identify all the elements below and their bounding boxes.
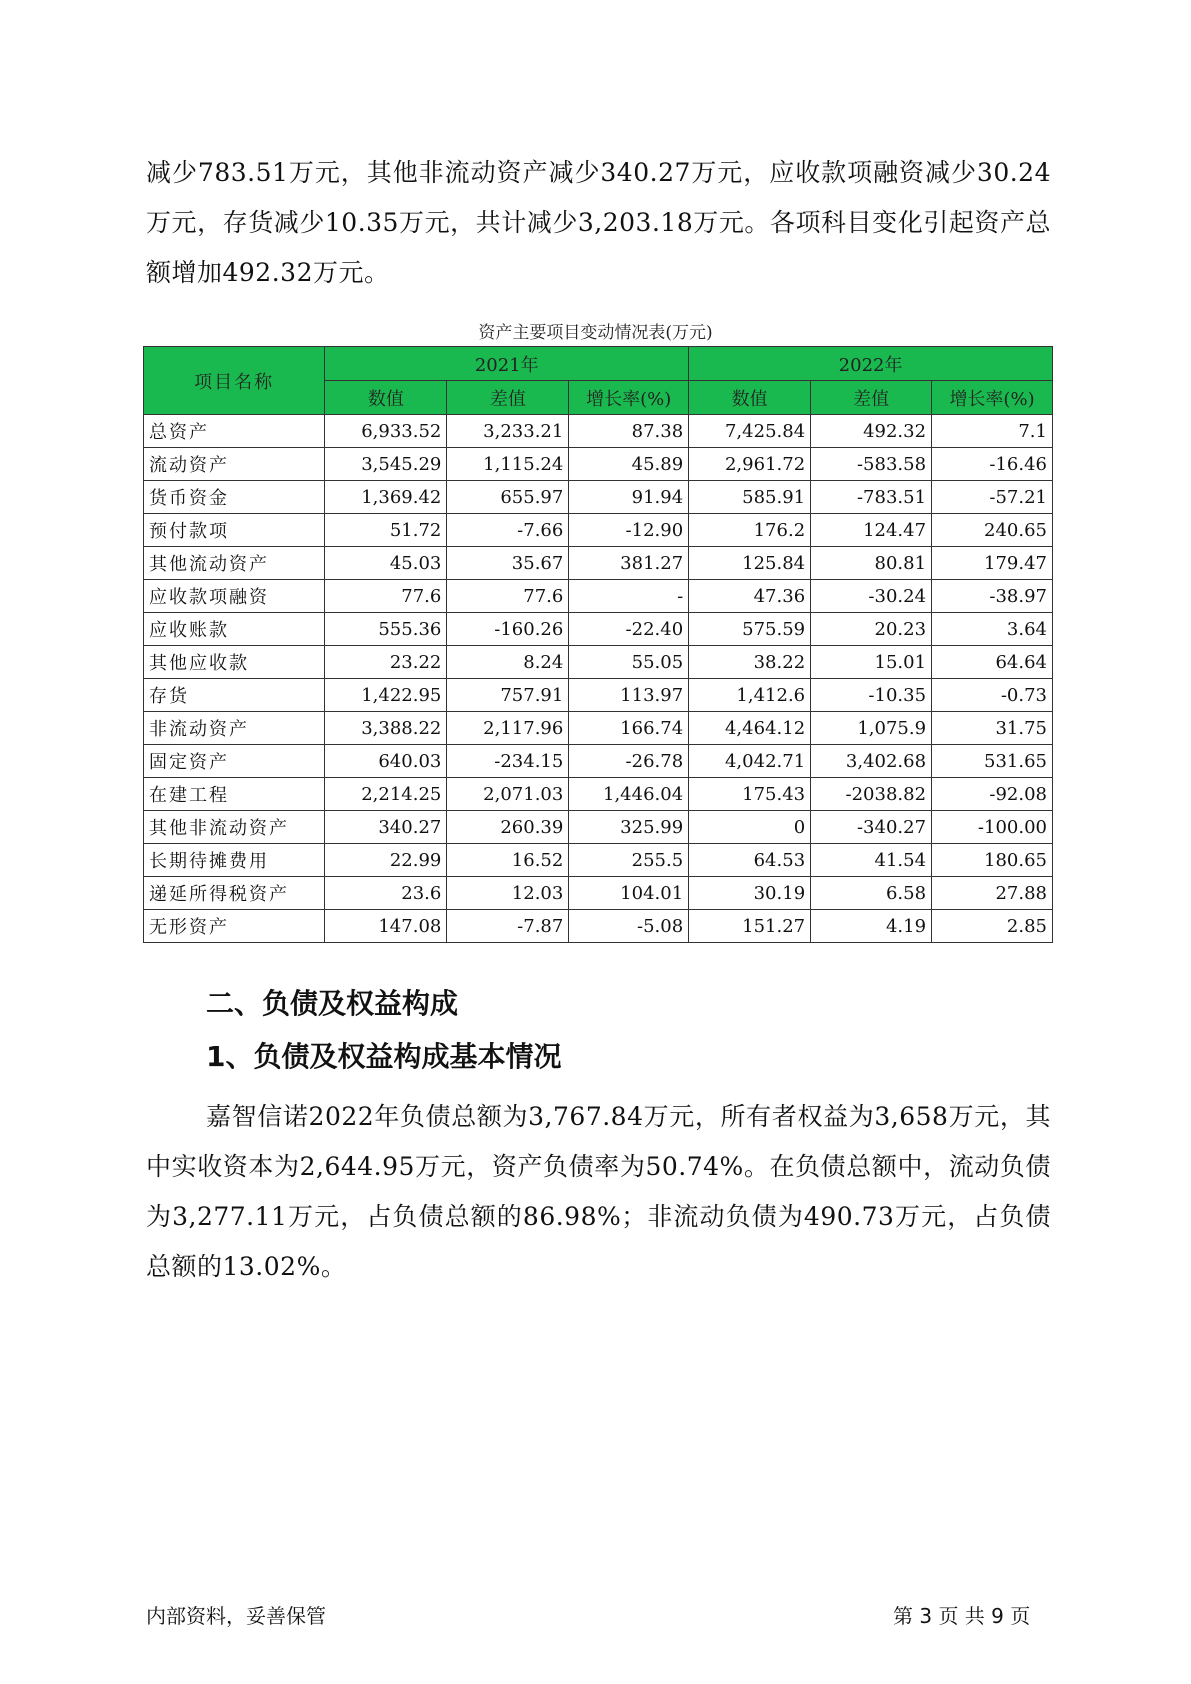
row-value-cell: 179.47 <box>932 547 1053 580</box>
row-value-cell: 35.67 <box>447 547 569 580</box>
row-value-cell: -2038.82 <box>811 778 932 811</box>
row-value-cell: 151.27 <box>689 910 811 943</box>
row-value-cell: 2,071.03 <box>447 778 569 811</box>
row-value-cell: 87.38 <box>569 415 689 448</box>
row-value-cell: 2,961.72 <box>689 448 811 481</box>
row-value-cell: 757.91 <box>447 679 569 712</box>
row-value-cell: 4.19 <box>811 910 932 943</box>
row-value-cell: 38.22 <box>689 646 811 679</box>
row-value-cell: 3,545.29 <box>325 448 447 481</box>
row-value-cell: 240.65 <box>932 514 1053 547</box>
row-value-cell: 3.64 <box>932 613 1053 646</box>
row-item-name: 应收款项融资 <box>144 580 325 613</box>
subsection-heading-liabilities-basics: 1、负债及权益构成基本情况 <box>206 1040 562 1073</box>
row-value-cell: -10.35 <box>811 679 932 712</box>
table-row <box>144 712 1053 745</box>
row-value-cell: 4,042.71 <box>689 745 811 778</box>
row-item-name: 其他流动资产 <box>144 547 325 580</box>
row-value-cell: 6,933.52 <box>325 415 447 448</box>
item-name-header: 项目名称 <box>144 347 325 415</box>
row-value-cell: 51.72 <box>325 514 447 547</box>
table-row <box>144 646 1053 679</box>
row-item-name: 货币资金 <box>144 481 325 514</box>
row-value-cell: -38.97 <box>932 580 1053 613</box>
row-value-cell: 2.85 <box>932 910 1053 943</box>
row-value-cell: 531.65 <box>932 745 1053 778</box>
table-row <box>144 481 1053 514</box>
row-item-name: 递延所得税资产 <box>144 877 325 910</box>
row-item-name: 存货 <box>144 679 325 712</box>
row-value-cell: -7.87 <box>447 910 569 943</box>
row-item-name: 应收账款 <box>144 613 325 646</box>
row-value-cell: 16.52 <box>447 844 569 877</box>
table-caption: 资产主要项目变动情况表(万元) <box>478 323 713 343</box>
row-value-cell: 7,425.84 <box>689 415 811 448</box>
row-value-cell: -340.27 <box>811 811 932 844</box>
sub-header-diff-2021: 差值 <box>447 381 569 415</box>
row-value-cell: 20.23 <box>811 613 932 646</box>
row-value-cell: 2,214.25 <box>325 778 447 811</box>
row-item-name: 总资产 <box>144 415 325 448</box>
row-item-name: 在建工程 <box>144 778 325 811</box>
row-value-cell: 166.74 <box>569 712 689 745</box>
row-value-cell: 23.22 <box>325 646 447 679</box>
intro-paragraph: 减少783.51万元，其他非流动资产减少340.27万元，应收款项融资减少30.24万元，存货减少10.35万元，共计减少3,203.18万元。各项科目变化引起资产总额增加492.32万元。 <box>146 158 1051 287</box>
row-value-cell: 45.03 <box>325 547 447 580</box>
row-value-cell: - <box>569 580 689 613</box>
row-value-cell: -30.24 <box>811 580 932 613</box>
table-row <box>144 415 1053 448</box>
row-value-cell: 31.75 <box>932 712 1053 745</box>
table-body <box>144 415 1053 943</box>
row-value-cell: 15.01 <box>811 646 932 679</box>
footer-page-number: 第 3 页 共 9 页 <box>893 1604 1031 1628</box>
row-value-cell: 3,402.68 <box>811 745 932 778</box>
row-value-cell: 575.59 <box>689 613 811 646</box>
row-value-cell: 585.91 <box>689 481 811 514</box>
row-value-cell: 180.65 <box>932 844 1053 877</box>
sub-header-growth-2021: 增长率(%) <box>569 381 689 415</box>
row-value-cell: 555.36 <box>325 613 447 646</box>
row-value-cell: 113.97 <box>569 679 689 712</box>
row-value-cell: 325.99 <box>569 811 689 844</box>
table-row <box>144 811 1053 844</box>
year-header-2022: 2022年 <box>689 347 1053 381</box>
row-item-name: 预付款项 <box>144 514 325 547</box>
row-value-cell: -160.26 <box>447 613 569 646</box>
row-value-cell: 4,464.12 <box>689 712 811 745</box>
row-value-cell: 22.99 <box>325 844 447 877</box>
table-row <box>144 877 1053 910</box>
sub-header-value-2022: 数值 <box>689 381 811 415</box>
row-value-cell: 77.6 <box>447 580 569 613</box>
row-value-cell: -583.58 <box>811 448 932 481</box>
row-value-cell: 381.27 <box>569 547 689 580</box>
row-value-cell: -100.00 <box>932 811 1053 844</box>
row-item-name: 流动资产 <box>144 448 325 481</box>
row-value-cell: -22.40 <box>569 613 689 646</box>
row-value-cell: 47.36 <box>689 580 811 613</box>
assets-change-table <box>143 346 1053 943</box>
row-value-cell: 1,446.04 <box>569 778 689 811</box>
table-header-row-years <box>144 347 1053 381</box>
row-value-cell: 147.08 <box>325 910 447 943</box>
row-value-cell: 3,388.22 <box>325 712 447 745</box>
row-value-cell: -7.66 <box>447 514 569 547</box>
row-value-cell: 104.01 <box>569 877 689 910</box>
row-value-cell: 64.64 <box>932 646 1053 679</box>
row-value-cell: 64.53 <box>689 844 811 877</box>
row-value-cell: 640.03 <box>325 745 447 778</box>
row-value-cell: -16.46 <box>932 448 1053 481</box>
table-row <box>144 514 1053 547</box>
row-value-cell: -26.78 <box>569 745 689 778</box>
row-value-cell: 6.58 <box>811 877 932 910</box>
row-value-cell: -0.73 <box>932 679 1053 712</box>
row-item-name: 长期待摊费用 <box>144 844 325 877</box>
row-value-cell: 45.89 <box>569 448 689 481</box>
row-value-cell: 175.43 <box>689 778 811 811</box>
row-value-cell: 1,369.42 <box>325 481 447 514</box>
table-row <box>144 679 1053 712</box>
table-row <box>144 547 1053 580</box>
row-value-cell: 3,233.21 <box>447 415 569 448</box>
row-item-name: 其他应收款 <box>144 646 325 679</box>
sub-header-value-2021: 数值 <box>325 381 447 415</box>
row-value-cell: 260.39 <box>447 811 569 844</box>
table-row <box>144 745 1053 778</box>
table-row <box>144 580 1053 613</box>
row-value-cell: 30.19 <box>689 877 811 910</box>
row-value-cell: 655.97 <box>447 481 569 514</box>
row-value-cell: -92.08 <box>932 778 1053 811</box>
row-value-cell: 340.27 <box>325 811 447 844</box>
row-value-cell: -5.08 <box>569 910 689 943</box>
row-value-cell: 2,117.96 <box>447 712 569 745</box>
row-value-cell: 255.5 <box>569 844 689 877</box>
row-value-cell: 1,422.95 <box>325 679 447 712</box>
section-heading-liabilities: 二、负债及权益构成 <box>206 987 459 1020</box>
sub-header-growth-2022: 增长率(%) <box>932 381 1053 415</box>
row-value-cell: 80.81 <box>811 547 932 580</box>
row-value-cell: -12.90 <box>569 514 689 547</box>
row-value-cell: 492.32 <box>811 415 932 448</box>
table-row <box>144 778 1053 811</box>
row-item-name: 非流动资产 <box>144 712 325 745</box>
sub-header-diff-2022: 差值 <box>811 381 932 415</box>
row-item-name: 其他非流动资产 <box>144 811 325 844</box>
row-value-cell: 7.1 <box>932 415 1053 448</box>
footer-confidential-note: 内部资料，妥善保管 <box>146 1604 326 1628</box>
row-value-cell: 0 <box>689 811 811 844</box>
row-value-cell: 91.94 <box>569 481 689 514</box>
row-value-cell: 23.6 <box>325 877 447 910</box>
row-value-cell: 77.6 <box>325 580 447 613</box>
row-value-cell: 1,115.24 <box>447 448 569 481</box>
table-row <box>144 448 1053 481</box>
row-item-name: 固定资产 <box>144 745 325 778</box>
row-value-cell: 55.05 <box>569 646 689 679</box>
row-value-cell: 125.84 <box>689 547 811 580</box>
row-value-cell: 12.03 <box>447 877 569 910</box>
row-value-cell: 41.54 <box>811 844 932 877</box>
row-value-cell: -234.15 <box>447 745 569 778</box>
table-row <box>144 910 1053 943</box>
row-value-cell: -57.21 <box>932 481 1053 514</box>
row-value-cell: 1,412.6 <box>689 679 811 712</box>
row-value-cell: 27.88 <box>932 877 1053 910</box>
year-header-2021: 2021年 <box>325 347 689 381</box>
liabilities-paragraph: 嘉智信诺2022年负债总额为3,767.84万元，所有者权益为3,658万元，其中实收资本为2,644.95万元，资产负债率为50.74%。在负债总额中，流动负债为3,277.11万元，占负债总额的86.98%；非流动负债为490.73万元，占负债总额的13.02%。 <box>146 1102 1051 1281</box>
table-row <box>144 613 1053 646</box>
row-value-cell: 8.24 <box>447 646 569 679</box>
row-value-cell: 124.47 <box>811 514 932 547</box>
table-row <box>144 844 1053 877</box>
row-value-cell: 176.2 <box>689 514 811 547</box>
row-item-name: 无形资产 <box>144 910 325 943</box>
row-value-cell: 1,075.9 <box>811 712 932 745</box>
row-value-cell: -783.51 <box>811 481 932 514</box>
